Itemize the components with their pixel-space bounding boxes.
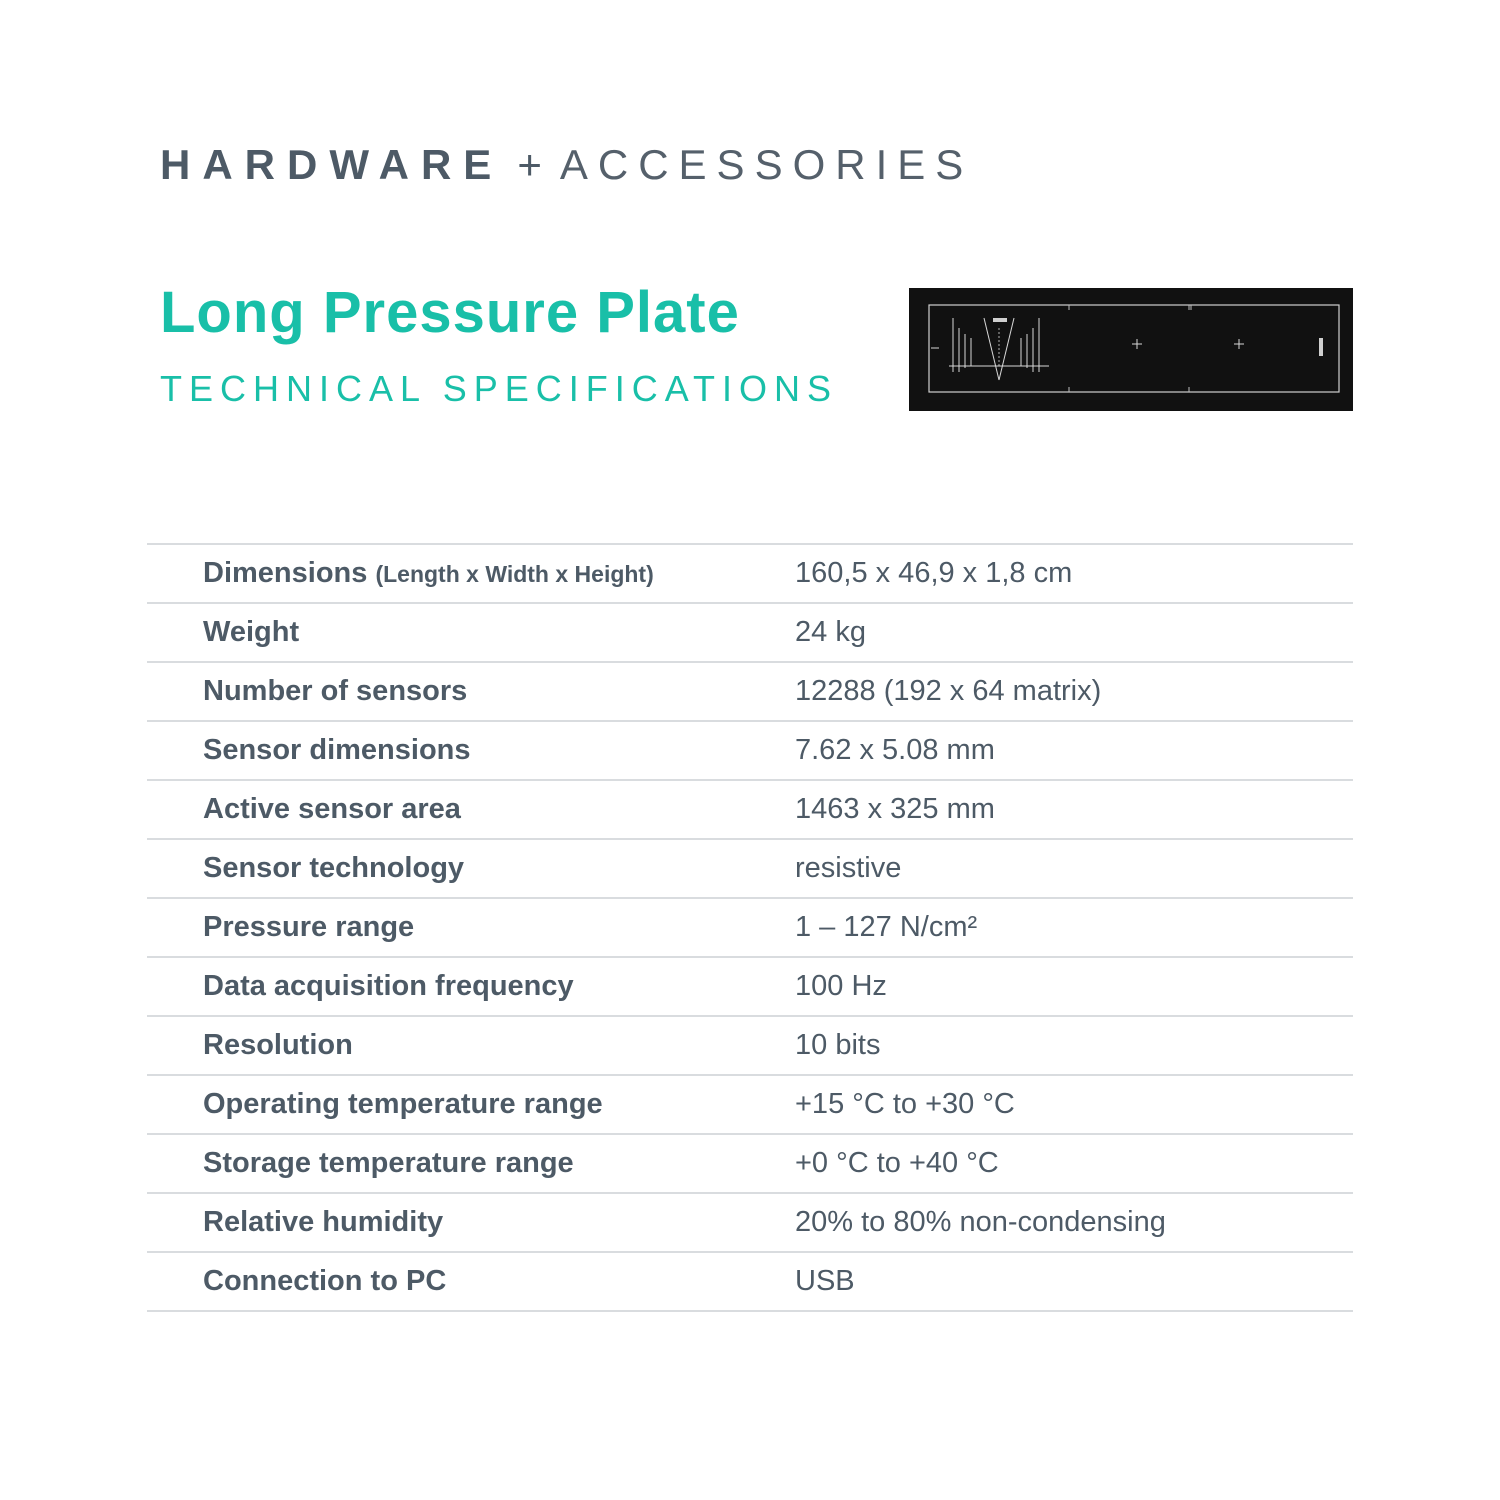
pressure-plate-image — [909, 288, 1353, 411]
spec-row — [147, 604, 1353, 663]
spec-row — [147, 722, 1353, 781]
spec-label: Data acquisition frequency — [203, 970, 574, 1002]
spec-value: 160,5 x 46,9 x 1,8 cm — [795, 557, 1073, 589]
spec-row — [147, 545, 1353, 604]
spec-value: USB — [795, 1265, 855, 1297]
spec-label: Resolution — [203, 1029, 353, 1061]
section-header — [160, 140, 973, 190]
spec-row — [147, 663, 1353, 722]
spec-table — [147, 543, 1353, 1312]
spec-value: +0 °C to +40 °C — [795, 1147, 999, 1179]
spec-value: +15 °C to +30 °C — [795, 1088, 1015, 1120]
spec-value: 1463 x 325 mm — [795, 793, 995, 825]
spec-label: Sensor dimensions — [203, 734, 471, 766]
spec-row — [147, 840, 1353, 899]
spec-label: Dimensions (Length x Width x Height) — [203, 557, 654, 589]
spec-label: Weight — [203, 616, 300, 648]
spec-label: Active sensor area — [203, 793, 461, 825]
spec-label: Operating temperature range — [203, 1088, 603, 1120]
spec-label: Sensor technology — [203, 852, 465, 884]
spec-value: 12288 (192 x 64 matrix) — [795, 675, 1102, 707]
header-plus: + — [517, 141, 542, 188]
header-hardware: HARDWARE — [160, 141, 504, 188]
header-accessories: ACCESSORIES — [559, 141, 974, 188]
spec-value: 1 – 127 N/cm² — [795, 911, 978, 943]
spec-row — [147, 1076, 1353, 1135]
spec-label: Pressure range — [203, 911, 415, 943]
spec-label: Number of sensors — [203, 675, 468, 707]
spec-label: Connection to PC — [203, 1265, 447, 1297]
spec-value: resistive — [795, 852, 902, 884]
spec-value: 100 Hz — [795, 970, 887, 1002]
spec-row — [147, 781, 1353, 840]
spec-value: 20% to 80% non-condensing — [795, 1206, 1166, 1238]
spec-row — [147, 1194, 1353, 1253]
spec-row — [147, 958, 1353, 1017]
spec-row — [147, 1017, 1353, 1076]
product-subtitle: TECHNICAL SPECIFICATIONS — [160, 368, 839, 409]
spec-value: 24 kg — [795, 616, 866, 648]
spec-value: 10 bits — [795, 1029, 881, 1061]
spec-row — [147, 1135, 1353, 1194]
spec-row — [147, 1253, 1353, 1312]
spec-label: Relative humidity — [203, 1206, 444, 1238]
spec-value: 7.62 x 5.08 mm — [795, 734, 995, 766]
spec-label: Storage temperature range — [203, 1147, 574, 1179]
spec-row — [147, 899, 1353, 958]
product-title: Long Pressure Plate — [160, 280, 740, 345]
